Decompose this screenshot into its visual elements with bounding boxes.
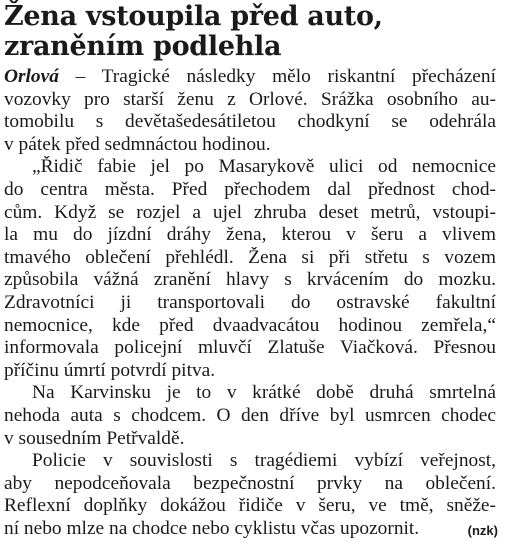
text-line: „Řidič fabie jel po Masarykově ulici od nemocnice: [32, 156, 496, 178]
article-headline: [4, 2, 502, 62]
text-line: ní nebo mlze na chodce nebo cyklistu včas upozornit.: [4, 517, 420, 539]
paragraph-3: [4, 382, 502, 450]
text-line: do centra města. Před přechodem dal přednost chod-: [4, 178, 496, 200]
headline-line-2: zraněním podlehla: [4, 31, 282, 62]
text-line: nemocnice, kde před dvaadvacátou hodinou zemřela,“: [4, 314, 496, 336]
text-line: Reflexní doplňky dokážou řidiče v šeru, ve tmě, sněže-: [4, 495, 496, 517]
text-line: cům. Když se rozjel a ujel zhruba deset metrů, vstoupi-: [4, 201, 496, 223]
text-line: v sousedním Petřvaldě.: [4, 427, 185, 449]
text-line: vozovky pro starší ženu z Orlové. Srážka osobního au-: [4, 88, 496, 110]
text-run: – Tragické následky mělo riskantní přecházení: [58, 66, 496, 87]
text-line: nehoda auta s chodcem. O den dříve byl usmrcen chodec: [4, 404, 496, 426]
text-line: tomobilu s devětašedesátiletou chodkyní se odehrála: [4, 111, 496, 133]
text-line: Na Karvinsku je to v krátké době druhá smrtelná: [32, 382, 496, 404]
text-line: la mu do jízdní dráhy žena, kterou v šeru a vlivem: [4, 224, 496, 246]
headline-line-1: Žena vstoupila před auto,: [4, 1, 383, 32]
dateline: Orlová: [4, 66, 59, 87]
text-line: [4, 66, 496, 89]
article-body: [4, 66, 502, 540]
text-line: způsobila vážná zranění hlavy s krvácením do mozku.: [4, 269, 496, 291]
text-line: aby nepodceňovala bezpečnostní prvky na oblečení.: [4, 472, 496, 494]
paragraph-4: [4, 450, 502, 540]
text-line: Policie v souvislosti s tragédiemi vybízí veřejnost,: [32, 450, 496, 472]
author-signature: (nzk): [467, 523, 498, 538]
text-line: tmavého oblečení přehlédl. Žena si při střetu s vozem: [4, 246, 496, 268]
paragraph-1: [4, 66, 502, 156]
text-line: příčinu úmrtí potvrdí pitva.: [4, 359, 216, 381]
paragraph-2: [4, 156, 502, 382]
text-line: informovala policejní mluvčí Zlatuše Viačková. Přesnou: [4, 337, 496, 359]
text-line: v pátek před sedmnáctou hodinou.: [4, 133, 271, 155]
text-line: Zdravotníci ji transportovali do ostravské fakultní: [4, 291, 496, 313]
